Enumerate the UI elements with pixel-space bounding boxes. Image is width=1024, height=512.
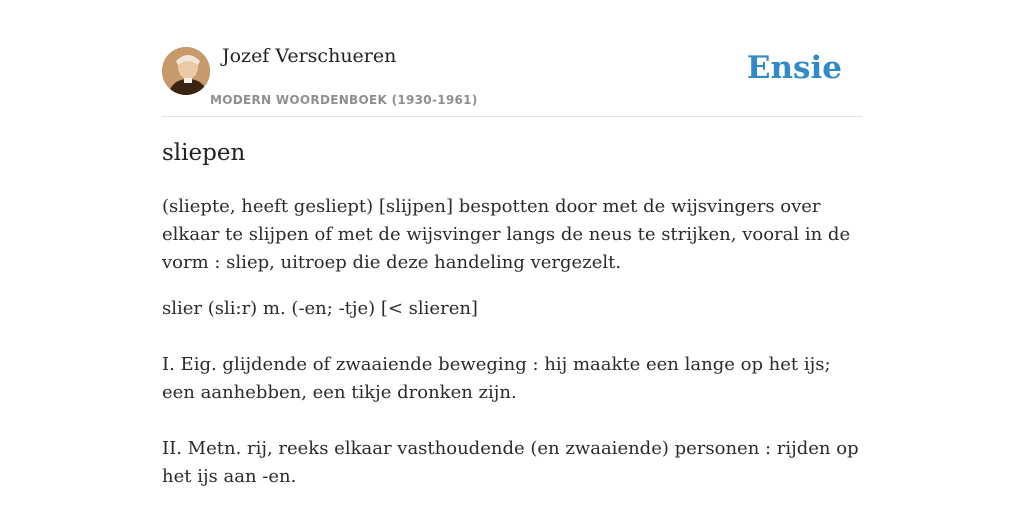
headword: sliepen: [162, 140, 246, 166]
brand-logo[interactable]: Ensie: [746, 50, 842, 86]
author-name[interactable]: Jozef Verschueren: [222, 45, 397, 67]
source-label[interactable]: MODERN WOORDENBOEK (1930-1961): [210, 93, 478, 107]
avatar[interactable]: [162, 47, 210, 95]
entry-header: [162, 0, 862, 117]
spacer: [162, 323, 862, 351]
entry-body: [162, 193, 862, 491]
sense-paragraph: II. Metn. rij, reeks elkaar vasthoudende (en zwaaiende) personen : rijden op het ijs aan -en.: [162, 438, 859, 487]
sense-paragraph: I. Eig. glijdende of zwaaiende beweging : hij maakte een lange op het ijs; een aanhebben, een tikje dronken zijn.: [162, 354, 831, 403]
sub-entry-heading: slier (sli:r) m. (-en; -tje) [< slieren]: [162, 298, 478, 319]
definition-paragraph: (sliepte, heeft gesliept) [slijpen] bespotten door met de wijsvingers over elkaar te slijpen of met de wijsvinger langs de neus te strijken, vooral in de vorm : sliep, uitroep die deze handeling vergezelt.: [162, 196, 851, 273]
author-portrait-icon: [162, 47, 210, 95]
spacer: [162, 407, 862, 435]
entry-card: [162, 0, 862, 512]
